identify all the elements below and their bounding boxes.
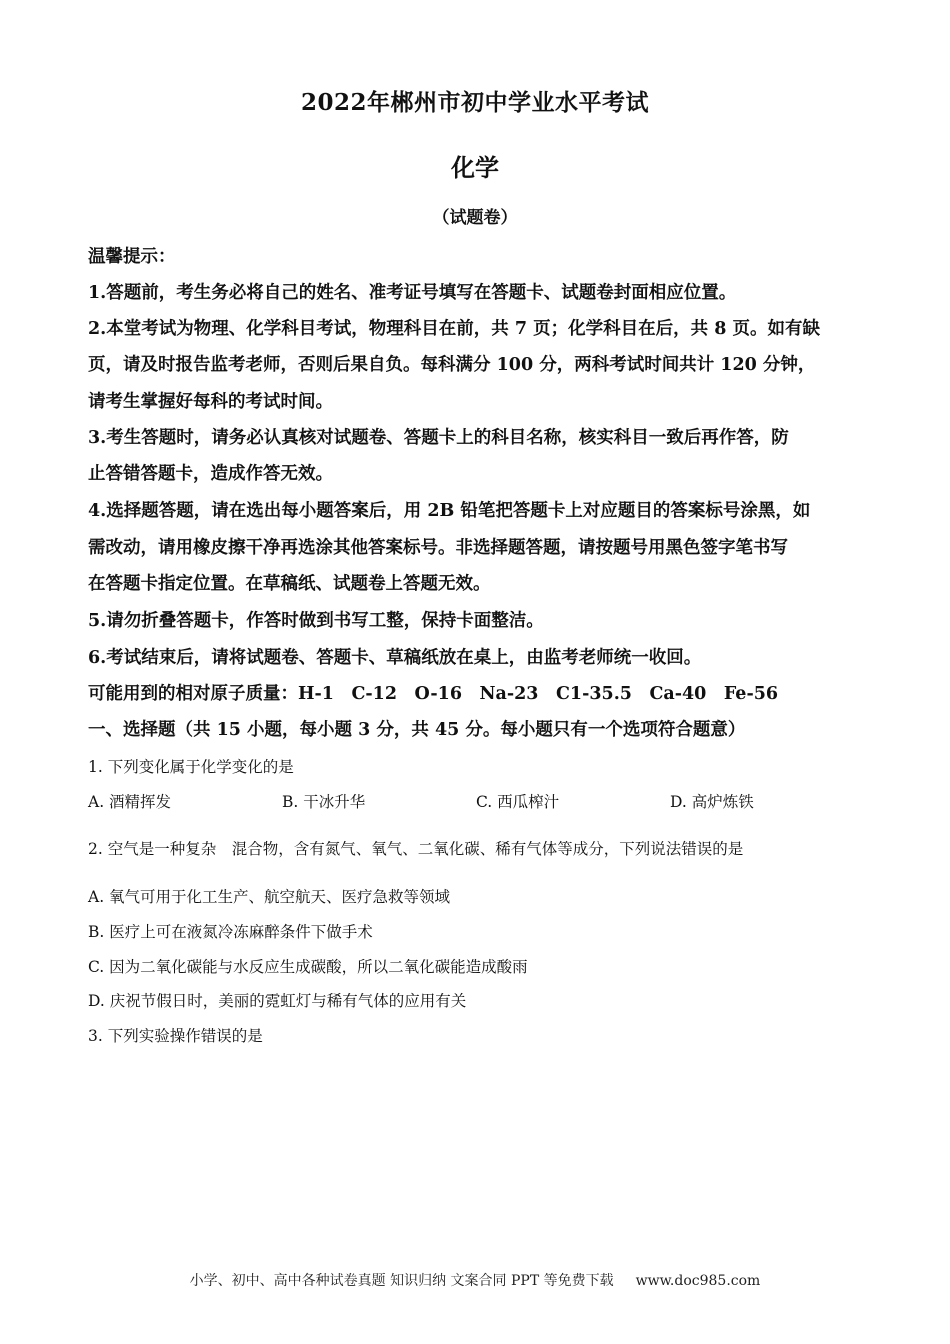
paper-type: （试题卷） [432,208,518,228]
notice-line: 3.考生答题时，请务必认真核对试题卷、答题卡上的科目名称，核实科目一致后再作答，防 [88,428,789,448]
notice-line: 6.考试结束后，请将试题卷、答题卡、草稿纸放在桌上，由监考老师统一收回。 [88,648,702,668]
notice-line: 止答错答题卡，造成作答无效。 [88,464,333,484]
notice-heading: 温馨提示： [88,247,176,267]
question-3-stem: 3. 下列实验操作错误的是 [88,1027,263,1045]
question-1-stem: 1. 下列变化属于化学变化的是 [88,758,294,776]
notice-line: 5.请勿折叠答题卡，作答时做到书写工整，保持卡面整洁。 [88,611,544,631]
notice-line: 2.本堂考试为物理、化学科目考试，物理科目在前，共 7 页；化学科目在后，共 8 页。如有缺 [88,319,820,339]
footer-text: 小学、初中、高中各种试卷真题 知识归纳 文案合同 PPT 等免费下载 [189,1273,614,1289]
question-1-option-d: D. 高炉炼铁 [670,793,754,811]
question-2-option-a: A. 氧气可用于化工生产、航空航天、医疗急救等领域 [88,888,451,906]
atomic-mass-line: 可能用到的相对原子质量：H-1 C-12 O-16 Na-23 C1-35.5 Ca-40 Fe-56 [88,684,779,704]
question-2-stem: 2. 空气是一种复杂 混合物，含有氮气、氧气、二氧化碳、稀有气体等成分，下列说法错误的是 [88,840,744,858]
question-2-option-c: C. 因为二氧化碳能与水反应生成碳酸，所以二氧化碳能造成酸雨 [88,958,528,976]
notice-line: 需改动，请用橡皮擦干净再选涂其他答案标号。非选择题答题，请按题号用黑色签字笔书写 [88,538,788,558]
section-heading: 一、选择题（共 15 小题，每小题 3 分，共 45 分。每小题只有一个选项符合题意） [88,720,746,740]
question-2-option-b: B. 医疗上可在液氮冷冻麻醉条件下做手术 [88,923,373,941]
question-1-option-a: A. 酒精挥发 [88,793,172,811]
footer-link[interactable]: www.doc985.com [635,1273,761,1289]
notice-line: 4.选择题答题，请在选出每小题答案后，用 2B 铅笔把答题卡上对应题目的答案标号涂黑，如 [88,501,811,521]
notice-line: 1.答题前，考生务必将自己的姓名、准考证号填写在答题卡、试题卷封面相应位置。 [88,283,737,303]
notice-line: 请考生掌握好每科的考试时间。 [88,392,333,412]
exam-title: 2022年郴州市初中学业水平考试 [300,89,649,116]
notice-line: 页，请及时报告监考老师，否则后果自负。每科满分 100 分，两科考试时间共计 120 分钟， [88,355,816,375]
question-1-option-c: C. 西瓜榨汁 [476,793,560,811]
question-2-option-d: D. 庆祝节假日时，美丽的霓虹灯与稀有气体的应用有关 [88,992,467,1010]
page-footer [0,1270,950,1290]
notice-line: 在答题卡指定位置。在草稿纸、试题卷上答题无效。 [88,574,491,594]
question-1-option-b: B. 干冰升华 [282,793,366,811]
subject-title: 化学 [451,153,499,182]
